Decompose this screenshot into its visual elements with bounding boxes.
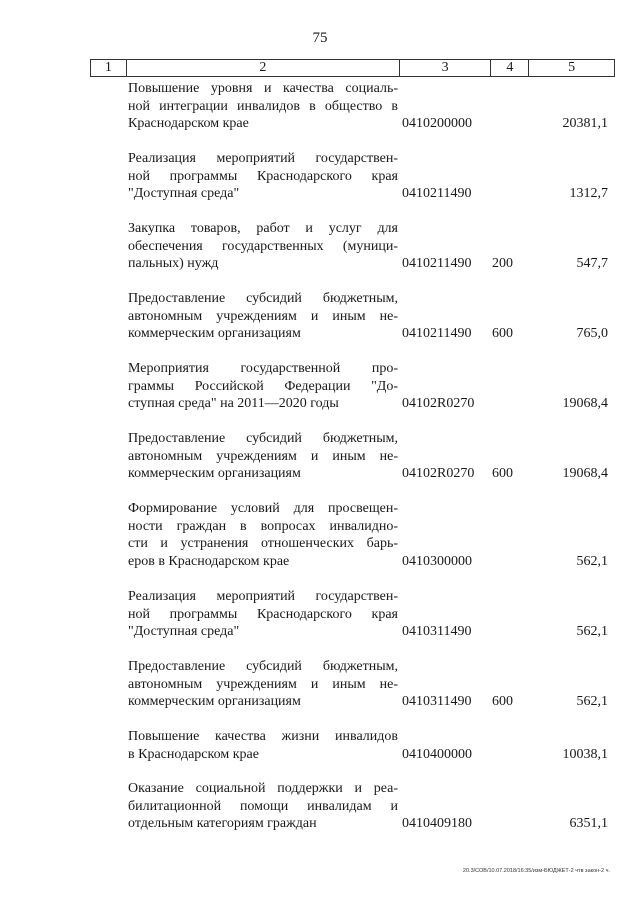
description-line: коммерческим организациям: [128, 466, 301, 481]
page-number: 75: [312, 30, 328, 46]
row-amount: 19068,4: [562, 466, 608, 481]
description-line: сти и устранения отношенческих барь-: [128, 536, 398, 551]
header-col-4: 4: [491, 60, 529, 76]
row-expense-type: 600: [492, 466, 513, 481]
description-line: Предоставление субсидий бюджетным,: [128, 659, 398, 674]
footer-stamp: 20.3/СОВ/10.07.2018/16:35/изм-БЮДЖЕТ-2 чтв закон-2 ч.: [462, 868, 610, 874]
row-code: 0410200000: [402, 116, 472, 131]
row-description: [128, 500, 398, 570]
description-line: автономным учреждениям и иным не-: [128, 676, 398, 692]
row-description: [128, 728, 398, 763]
row-description: [128, 780, 398, 833]
table-header: [90, 59, 615, 77]
description-line: ступная среда" на 2011—2020 годы: [128, 396, 339, 411]
description-line: граммы Российской Федерации "До-: [128, 378, 398, 394]
row-amount: 1312,7: [569, 186, 608, 201]
description-line: билитационной помощи инвалидам и: [128, 798, 398, 814]
description-line: Реализация мероприятий государствен-: [128, 589, 398, 604]
description-line: Закупка товаров, работ и услуг для: [128, 221, 398, 236]
row-amount: 547,7: [576, 256, 608, 271]
row-code: 04102R0270: [402, 396, 475, 411]
row-amount: 6351,1: [569, 816, 608, 831]
description-line: коммерческим организациям: [128, 694, 301, 709]
description-line: Оказание социальной поддержки и реа-: [128, 781, 398, 796]
row-code: 0410409180: [402, 816, 472, 831]
row-code: 0410300000: [402, 553, 472, 569]
row-amount: 562,1: [576, 694, 608, 709]
row-description: [128, 220, 398, 273]
description-line: в Краснодарском крае: [128, 746, 259, 762]
description-line: ной программы Краснодарского края: [128, 606, 398, 622]
description-line: Повышение качества жизни инвалидов: [128, 729, 398, 744]
row-expense-type: 200: [492, 256, 513, 271]
row-code: 0410211490: [402, 326, 472, 341]
row-code: 0410311490: [402, 624, 472, 639]
description-line: ности граждан в вопросах инвалидно-: [128, 518, 398, 534]
row-amount: 562,1: [576, 624, 608, 639]
description-line: коммерческим организациям: [128, 326, 301, 341]
description-line: Предоставление субсидий бюджетным,: [128, 291, 398, 306]
description-line: Реализация мероприятий государствен-: [128, 151, 398, 166]
row-description: [128, 360, 398, 413]
row-code: 04102R0270: [402, 466, 475, 481]
row-code: 0410211490: [402, 186, 472, 201]
row-amount: 20381,1: [562, 116, 608, 131]
row-description: [128, 80, 398, 133]
header-col-1: 1: [91, 60, 127, 76]
description-line: пальных) нужд: [128, 256, 219, 271]
row-amount: 765,0: [576, 326, 608, 341]
row-amount: 10038,1: [562, 746, 608, 762]
row-description: [128, 658, 398, 711]
row-expense-type: 600: [492, 326, 513, 341]
row-code: 0410311490: [402, 694, 472, 709]
row-amount: 19068,4: [562, 396, 608, 411]
description-line: Повышение уровня и качества социаль-: [128, 81, 398, 96]
row-expense-type: 600: [492, 694, 513, 709]
row-code: 0410400000: [402, 746, 472, 762]
description-line: ной интеграции инвалидов в общество в: [128, 98, 398, 114]
description-line: автономным учреждениям и иным не-: [128, 448, 398, 464]
row-description: [128, 588, 398, 641]
row-amount: 562,1: [576, 553, 608, 569]
row-description: [128, 430, 398, 483]
description-line: ной программы Краснодарского края: [128, 168, 398, 184]
description-line: "Доступная среда": [128, 624, 240, 639]
header-col-5: 5: [568, 60, 576, 75]
description-line: Краснодарском крае: [128, 116, 249, 131]
description-line: обеспечения государственных (муници-: [128, 238, 398, 254]
header-col-3: 3: [400, 60, 492, 76]
row-description: [128, 290, 398, 343]
description-line: еров в Краснодарском крае: [128, 553, 290, 569]
description-line: Мероприятия государственной про-: [128, 361, 398, 376]
description-line: Предоставление субсидий бюджетным,: [128, 431, 398, 446]
description-line: "Доступная среда": [128, 186, 240, 201]
row-description: [128, 150, 398, 203]
description-line: Формирование условий для просвещен-: [128, 501, 398, 516]
description-line: автономным учреждениям и иным не-: [128, 308, 398, 324]
description-line: отдельным категориям граждан: [128, 816, 317, 831]
row-code: 0410211490: [402, 256, 472, 271]
header-col-2: 2: [127, 60, 400, 76]
